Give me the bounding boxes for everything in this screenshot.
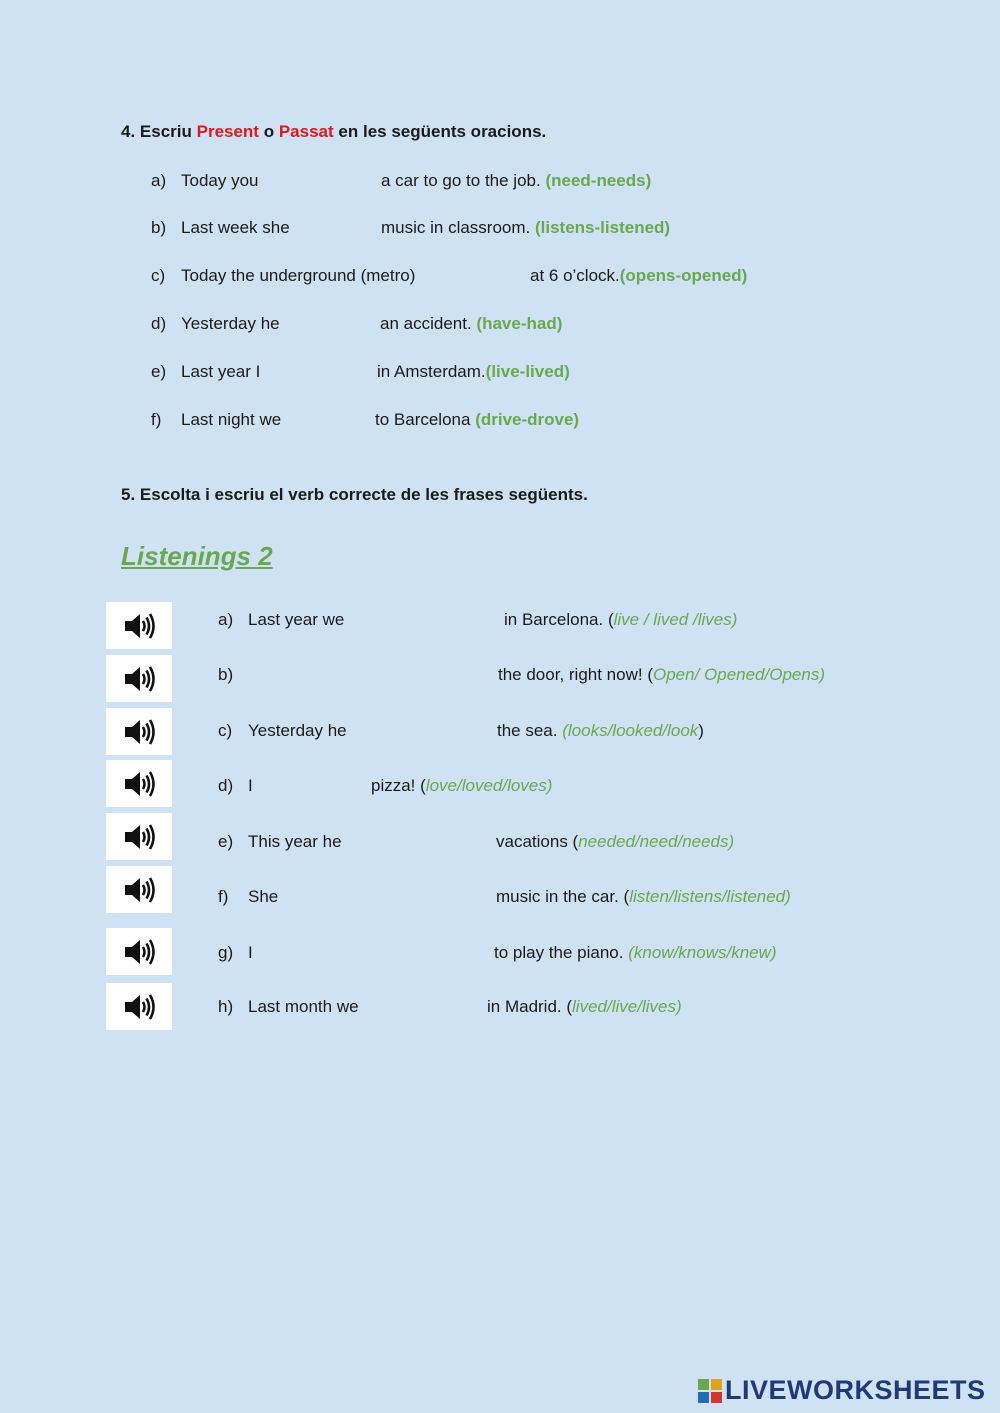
item-text-before: Last night we: [181, 410, 282, 429]
answer-input-5f[interactable]: [284, 886, 490, 908]
item-text-after: a car to go to the job.: [381, 171, 541, 190]
item-text-after: the sea.: [497, 721, 563, 740]
heading-present-word: Present: [196, 122, 259, 141]
item-text-after: music in the car. (: [496, 887, 630, 906]
heading-number: 4. Escriu: [121, 122, 192, 141]
answer-input-5e[interactable]: [352, 831, 490, 853]
exercise-5-item-c: [218, 721, 347, 741]
audio-play-button-c[interactable]: [106, 708, 172, 755]
item-text-before: Today you: [181, 171, 259, 190]
audio-play-button-b[interactable]: [106, 655, 172, 702]
answer-input-4c[interactable]: [442, 265, 524, 287]
item-letter: b): [151, 218, 167, 237]
exercise-5-item-g: [218, 943, 253, 963]
liveworksheets-logo-icon: [698, 1379, 722, 1403]
speaker-icon: [122, 662, 156, 696]
audio-play-button-a[interactable]: [106, 602, 172, 649]
audio-play-button-f[interactable]: [106, 866, 172, 913]
verb-hint: listen/listens/listened): [629, 887, 791, 906]
answer-input-4a[interactable]: [262, 170, 376, 192]
item-text-before: Last month we: [248, 997, 359, 1016]
speaker-icon: [122, 873, 156, 907]
item-text-after: to Barcelona: [375, 410, 471, 429]
item-letter: e): [218, 832, 234, 851]
exercise-5-item-h: [218, 997, 359, 1017]
exercise-4-item-c: [151, 266, 415, 286]
answer-input-5d[interactable]: [262, 775, 366, 797]
item-letter: c): [218, 721, 233, 740]
item-letter: c): [151, 266, 166, 285]
exercise-4-item-b: [151, 218, 290, 238]
item-text-after: an accident.: [380, 314, 472, 333]
item-letter: a): [151, 171, 167, 190]
item-text-before: Yesterday he: [181, 314, 280, 333]
item-text-before: Last year I: [181, 362, 261, 381]
closing-paren: ): [698, 721, 704, 740]
heading-or-word: o: [263, 122, 275, 141]
answer-input-4d[interactable]: [288, 313, 374, 335]
exercise-5-item-c-end: [497, 721, 704, 741]
item-text-before: Yesterday he: [248, 721, 347, 740]
item-text-before: She: [248, 887, 279, 906]
verb-hint: live / lived /lives): [613, 610, 738, 629]
heading-passat-word: Passat: [278, 122, 334, 141]
verb-hint: (have-had): [476, 314, 563, 333]
item-letter: h): [218, 997, 234, 1016]
speaker-icon: [122, 609, 156, 643]
item-text-after: the door, right now! (: [498, 665, 653, 684]
section-5-heading: 5. Escolta i escriu el verb correcte de les frases següents.: [121, 485, 588, 504]
listenings-title: Listenings 2: [121, 541, 273, 571]
exercise-4-item-f: [151, 410, 281, 430]
exercise-5-item-d: [218, 776, 253, 796]
item-text-after: in Madrid. (: [487, 997, 573, 1016]
verb-hint: love/loved/loves): [425, 776, 553, 795]
verb-hint: lived/live/lives): [572, 997, 682, 1016]
verb-hint: Open/ Opened/Opens): [652, 665, 825, 684]
item-text-before: Today the underground (metro): [181, 266, 416, 285]
exercise-4-item-a: [151, 171, 259, 191]
speaker-icon: [122, 820, 156, 854]
exercise-4-item-a-end: [381, 171, 651, 191]
verb-hint: needed/need/needs): [578, 832, 735, 851]
speaker-icon: [122, 767, 156, 801]
speaker-icon: [122, 990, 156, 1024]
item-text-after: pizza! (: [371, 776, 426, 795]
exercise-5-item-f-end: [496, 887, 791, 907]
item-letter: g): [218, 943, 234, 962]
audio-play-button-h[interactable]: [106, 983, 172, 1030]
liveworksheets-brand: [698, 1375, 986, 1406]
answer-input-5h[interactable]: [374, 996, 480, 1018]
item-text-before: I: [248, 776, 253, 795]
speaker-icon: [122, 935, 156, 969]
answer-input-4b[interactable]: [298, 217, 376, 239]
exercise-5-item-b: [218, 665, 248, 685]
item-text-before: I: [248, 943, 253, 962]
verb-hint: (looks/looked/look: [562, 721, 699, 740]
exercise-5-item-g-end: [494, 943, 777, 963]
exercise-5-item-f: [218, 887, 278, 907]
item-letter: d): [151, 314, 167, 333]
answer-input-4e[interactable]: [268, 361, 371, 383]
verb-hint: (opens-opened): [619, 266, 748, 285]
answer-input-5b[interactable]: [250, 664, 492, 686]
item-letter: f): [151, 410, 162, 429]
verb-hint: (know/knows/knew): [628, 943, 777, 962]
answer-input-5g[interactable]: [262, 942, 488, 964]
item-text-after: music in classroom.: [381, 218, 531, 237]
item-text-after: vacations (: [496, 832, 579, 851]
exercise-4-item-e-end: [377, 362, 570, 382]
heading-rest: en les següents oracions.: [338, 122, 547, 141]
speaker-icon: [122, 715, 156, 749]
verb-hint: (listens-listened): [535, 218, 671, 237]
exercise-4-item-d-end: [380, 314, 562, 334]
exercise-4-item-c-end: [530, 266, 747, 286]
answer-input-5c[interactable]: [362, 720, 492, 742]
item-text-after: to play the piano.: [494, 943, 629, 962]
item-text-before: Last year we: [248, 610, 345, 629]
audio-play-button-g[interactable]: [106, 928, 172, 975]
item-letter: a): [218, 610, 234, 629]
exercise-5-item-e: [218, 832, 342, 852]
item-letter: e): [151, 362, 167, 381]
exercise-5-item-b-end: [498, 665, 825, 685]
answer-input-4f[interactable]: [292, 409, 370, 431]
brand-name: LIVEWORKSHEETS: [725, 1375, 986, 1405]
item-text-after: in Amsterdam.: [377, 362, 486, 381]
exercise-5-item-e-end: [496, 832, 734, 852]
item-letter: d): [218, 776, 234, 795]
item-text-after: in Barcelona. (: [504, 610, 614, 629]
section-4-heading: [121, 122, 546, 142]
item-text-after: at 6 o’clock.: [530, 266, 620, 285]
exercise-4-item-b-end: [381, 218, 670, 238]
verb-hint: (drive-drove): [475, 410, 580, 429]
exercise-5-item-d-end: [371, 776, 552, 796]
exercise-4-item-d: [151, 314, 280, 334]
audio-play-button-d[interactable]: [106, 760, 172, 807]
exercise-5-item-h-end: [487, 997, 682, 1017]
verb-hint: (need-needs): [545, 171, 652, 190]
item-text-before: This year he: [248, 832, 342, 851]
item-text-before: Last week she: [181, 218, 290, 237]
exercise-4-item-f-end: [375, 410, 579, 430]
exercise-5-item-a-end: [504, 610, 737, 630]
exercise-4-item-e: [151, 362, 260, 382]
audio-play-button-e[interactable]: [106, 813, 172, 860]
verb-hint: (live-lived): [485, 362, 570, 381]
answer-input-5a[interactable]: [356, 609, 498, 631]
item-letter: f): [218, 887, 229, 906]
exercise-5-item-a: [218, 610, 344, 630]
item-letter: b): [218, 665, 234, 684]
